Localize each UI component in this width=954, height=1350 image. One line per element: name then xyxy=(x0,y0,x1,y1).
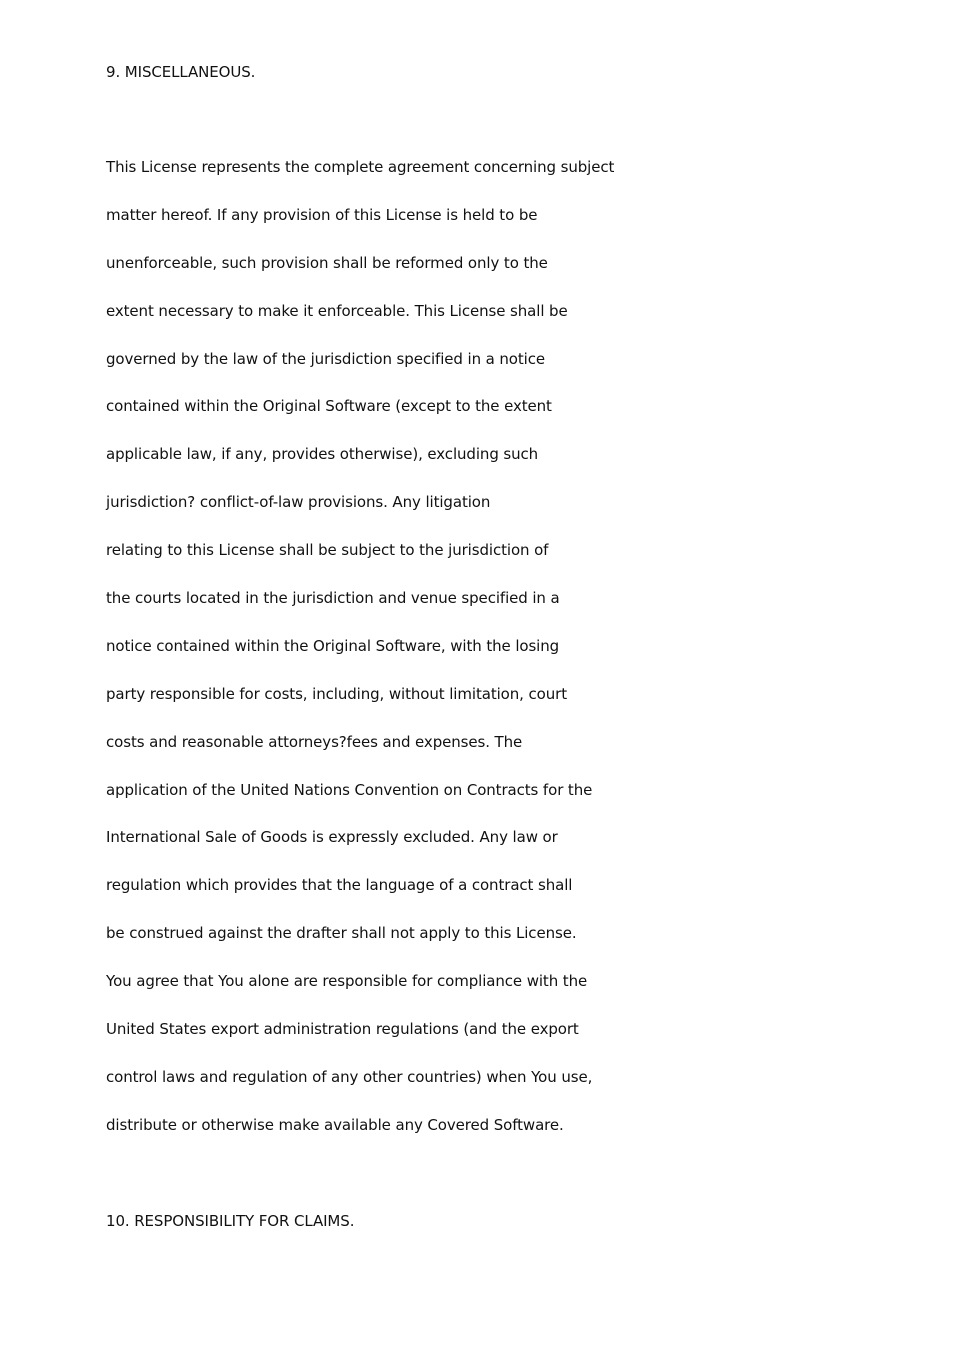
body-line: matter hereof. If any provision of this License is held to be xyxy=(106,205,538,224)
body-line: jurisdiction? conflict-of-law provisions. Any litigation xyxy=(106,493,491,512)
body-line: applicable law, if any, provides otherwise), excluding such xyxy=(106,445,539,464)
body-line: the courts located in the jurisdiction and venue specified in a xyxy=(106,589,560,608)
body-line: relating to this License shall be subject to the jurisdiction of xyxy=(106,541,549,560)
body-line: regulation which provides that the language of a contract shall xyxy=(106,876,573,895)
body-line: distribute or otherwise make available any Covered Software. xyxy=(106,1115,564,1134)
section-heading-responsibility-for-claims: 10. RESPONSIBILITY FOR CLAIMS. xyxy=(106,1212,355,1230)
body-line: contained within the Original Software (except to the extent xyxy=(106,397,552,416)
body-line: unenforceable, such provision shall be reformed only to the xyxy=(106,253,548,272)
section-body-miscellaneous xyxy=(106,157,614,1163)
body-line: You agree that You alone are responsible for compliance with the xyxy=(106,972,588,991)
body-line: party responsible for costs, including, without limitation, court xyxy=(106,684,567,703)
body-line: governed by the law of the jurisdiction specified in a notice xyxy=(106,349,546,368)
body-line: application of the United Nations Convention on Contracts for the xyxy=(106,780,593,799)
body-line: control laws and regulation of any other countries) when You use, xyxy=(106,1067,593,1086)
body-line: United States export administration regulations (and the export xyxy=(106,1020,579,1039)
body-line: be construed against the drafter shall not apply to this License. xyxy=(106,924,577,943)
body-line: International Sale of Goods is expressly excluded. Any law or xyxy=(106,828,558,847)
body-line: extent necessary to make it enforceable. This License shall be xyxy=(106,301,568,320)
body-line: This License represents the complete agreement concerning subject xyxy=(106,158,615,176)
body-line: notice contained within the Original Software, with the losing xyxy=(106,636,560,655)
section-heading-miscellaneous: 9. MISCELLANEOUS. xyxy=(106,63,256,81)
body-line: costs and reasonable attorneys?fees and expenses. The xyxy=(106,732,523,751)
